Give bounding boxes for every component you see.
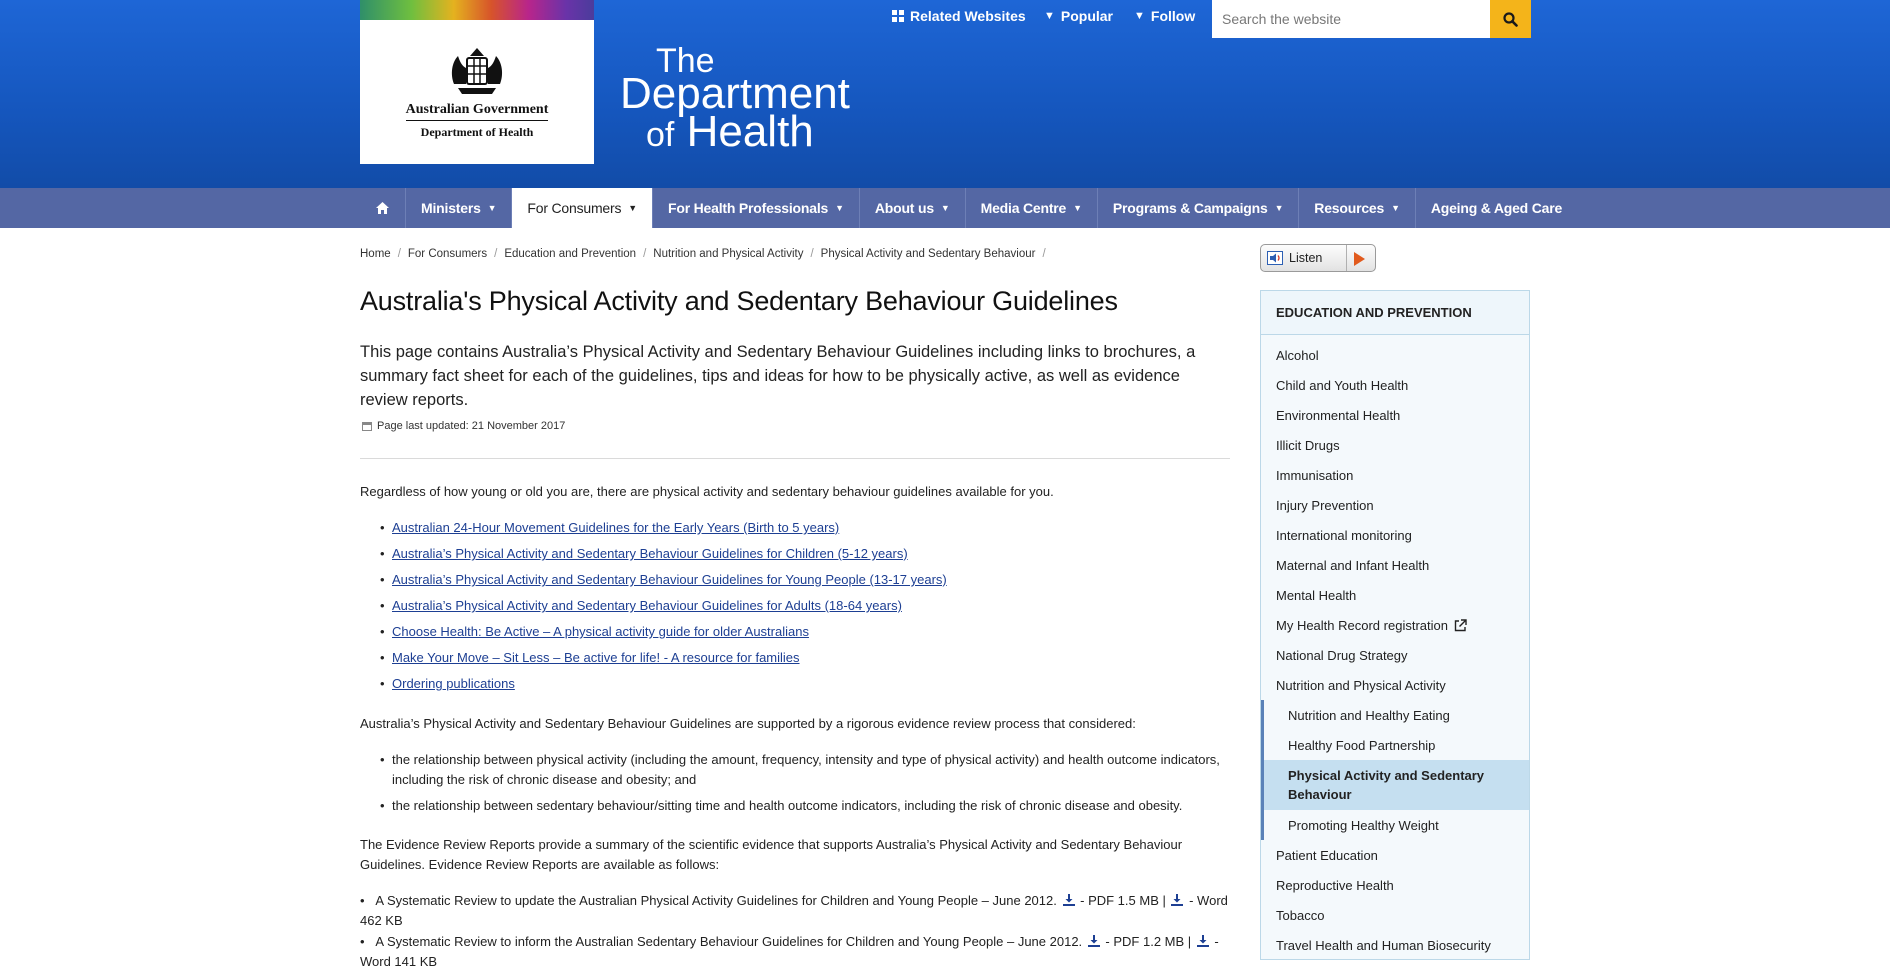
sidebar-item-label: My Health Record registration <box>1276 617 1448 633</box>
list-item <box>380 544 947 570</box>
nav-ministers[interactable] <box>406 188 512 228</box>
download-word-link[interactable] <box>1195 934 1211 949</box>
sidebar-item-international-monitoring[interactable]: International monitoring <box>1276 527 1412 543</box>
nav-health-professionals[interactable] <box>653 188 860 228</box>
page-title: Australia's Physical Activity and Sedentary Behaviour Guidelines <box>360 286 1118 316</box>
site-title-line-2: Department <box>620 69 850 118</box>
sidebar-item-reproductive-health[interactable]: Reproductive Health <box>1276 877 1394 893</box>
link-young-people[interactable]: Australia’s Physical Activity and Sedentary Behaviour Guidelines for Young People (13-17 years) <box>392 572 947 587</box>
sidebar-item-child-youth-health[interactable]: Child and Youth Health <box>1276 377 1409 393</box>
breadcrumb-current[interactable]: Physical Activity and Sedentary Behaviour <box>820 248 1036 260</box>
speaker-icon <box>1267 251 1283 265</box>
nav-resources[interactable] <box>1299 188 1416 228</box>
breadcrumb-nutrition-activity[interactable]: Nutrition and Physical Activity <box>653 248 804 260</box>
related-websites-link[interactable] <box>892 8 1026 24</box>
report-row: • A Systematic Review to update the Australian Physical Activity Guidelines for Children and Young People – June 2012. - PDF 1.5 MB | - Word 462 KB <box>360 893 1228 928</box>
download-pdf-link[interactable] <box>1061 893 1077 908</box>
word-size: - Word 141 KB <box>360 934 1219 969</box>
download-icon <box>1088 935 1100 947</box>
report-title: A Systematic Review to inform the Australian Sedentary Behaviour Guidelines for Children and Young People – June 2012. <box>375 934 1083 949</box>
download-icon <box>1063 894 1075 906</box>
download-icon <box>1171 894 1183 906</box>
nav-programs-label: Programs & Campaigns <box>1112 200 1268 216</box>
logo-line-1: Australian Government <box>405 102 549 117</box>
site-header <box>0 0 1890 188</box>
report-title: A Systematic Review to update the Australian Physical Activity Guidelines for Children and Young People – June 2012. <box>375 893 1057 908</box>
page-updated <box>362 420 565 432</box>
page-updated-text: Page last updated: 21 November 2017 <box>377 420 566 432</box>
grid-icon <box>892 10 904 22</box>
list-item <box>380 622 947 648</box>
sidebar-item-environmental-health[interactable]: Environmental Health <box>1276 407 1401 423</box>
sidebar-item-alcohol[interactable]: Alcohol <box>1276 347 1319 363</box>
sidebar-item-travel-health[interactable]: Travel Health and Human Biosecurity <box>1276 937 1491 953</box>
caret-down-icon: ▼ <box>628 203 637 213</box>
link-older-australians[interactable]: Choose Health: Be Active – A physical activity guide for older Australians <box>392 624 809 639</box>
paragraph-guidelines-intro: Regardless of how young or old you are, there are physical activity and sedentary behaviour guidelines available for you. <box>360 484 1054 499</box>
follow-dropdown[interactable] <box>1134 8 1195 24</box>
logo-rule <box>406 120 548 121</box>
breadcrumb-education-prevention[interactable]: Education and Prevention <box>504 248 637 260</box>
sidebar-item-mental-health[interactable]: Mental Health <box>1276 587 1357 603</box>
search-box <box>1212 0 1490 38</box>
list-item <box>380 596 947 622</box>
play-icon <box>1354 252 1365 266</box>
listen-button[interactable] <box>1260 244 1376 272</box>
link-ordering-publications[interactable]: Ordering publications <box>392 676 515 691</box>
nav-programs-campaigns[interactable] <box>1098 188 1299 228</box>
nav-consumers-label: For Consumers <box>527 200 622 216</box>
breadcrumb <box>360 248 1053 260</box>
caret-down-icon: ▼ <box>835 203 844 213</box>
paragraph-evidence-reports: The Evidence Review Reports provide a summary of the scientific evidence that supports Australia’s Physical Activity and Sedentary Behaviour Guidelines. Evidence Review Reports are available as follows: <box>360 837 1183 872</box>
report-row: • A Systematic Review to inform the Australian Sedentary Behaviour Guidelines for Children and Young People – June 2012. - PDF 1.2 MB | - Word 141 KB <box>360 934 1219 969</box>
follow-label: Follow <box>1150 8 1196 24</box>
list-item <box>380 518 947 544</box>
evidence-bullets <box>380 750 1220 822</box>
bullet-dot: • <box>380 752 385 767</box>
sidebar-item-promoting-healthy-weight[interactable]: Promoting Healthy Weight <box>1261 810 1529 840</box>
download-pdf-link[interactable] <box>1086 934 1102 949</box>
sidebar-item-illicit-drugs[interactable]: Illicit Drugs <box>1276 437 1340 453</box>
listen-label: Listen <box>1289 251 1323 265</box>
breadcrumb-separator: / <box>643 248 647 260</box>
nav-about-label: About us <box>874 200 934 216</box>
caret-down-icon: ▼ <box>1044 10 1055 22</box>
nav-media-centre[interactable] <box>966 188 1098 228</box>
breadcrumb-separator: / <box>397 248 401 260</box>
popular-label: Popular <box>1060 8 1114 24</box>
external-link-icon <box>1454 619 1467 632</box>
nav-professionals-label: For Health Professionals <box>667 200 829 216</box>
list-item <box>380 674 947 700</box>
section-sidebar <box>1260 290 1530 960</box>
bullet-dot: • <box>380 798 385 813</box>
caret-down-icon: ▼ <box>940 203 950 213</box>
popular-dropdown[interactable] <box>1044 8 1113 24</box>
list-item <box>380 750 1220 790</box>
sidebar-item-immunisation[interactable]: Immunisation <box>1276 467 1354 483</box>
intro-text: This page contains Australia’s Physical Activity and Sedentary Behaviour Guidelines including links to brochures, a summary fact sheet for each of the guidelines, tips and ideas for how to be physically active, as well as evidence review reports. <box>360 343 1196 409</box>
pdf-size: - PDF 1.2 MB | <box>1105 934 1192 949</box>
site-title-of: of <box>646 116 675 154</box>
nav-ministers-label: Ministers <box>421 200 481 216</box>
list-item <box>380 570 947 596</box>
link-adults[interactable]: Australia’s Physical Activity and Sedentary Behaviour Guidelines for Adults (18-64 years) <box>392 598 902 613</box>
sidebar-item-patient-education[interactable]: Patient Education <box>1276 847 1378 863</box>
caret-down-icon: ▼ <box>1391 203 1400 213</box>
coat-of-arms-icon <box>446 44 508 96</box>
sidebar-item-nutrition-physical-activity[interactable]: Nutrition and Physical Activity <box>1276 677 1446 693</box>
search-button[interactable] <box>1490 0 1531 38</box>
site-title-line-1: The <box>656 42 715 80</box>
search-icon <box>1503 12 1518 27</box>
list-item <box>380 796 1220 816</box>
caret-down-icon: ▼ <box>487 203 497 213</box>
nav-home[interactable] <box>360 188 406 228</box>
pdf-size: - PDF 1.5 MB | <box>1080 893 1166 908</box>
site-title-health: Health <box>686 107 814 156</box>
logo-line-2: Department of Health <box>420 125 534 139</box>
breadcrumb-separator: / <box>494 248 498 260</box>
sidebar-title: EDUCATION AND PREVENTION <box>1261 291 1529 335</box>
sidebar-item-tobacco[interactable]: Tobacco <box>1276 907 1325 923</box>
sidebar-item-injury-prevention[interactable]: Injury Prevention <box>1276 497 1374 513</box>
link-early-years[interactable]: Australian 24-Hour Movement Guidelines for the Early Years (Birth to 5 years) <box>392 520 840 535</box>
sidebar-item-national-drug-strategy[interactable]: National Drug Strategy <box>1276 647 1408 663</box>
sidebar-item-maternal-infant-health[interactable]: Maternal and Infant Health <box>1276 557 1430 573</box>
download-icon <box>1197 935 1209 947</box>
main-navigation <box>0 188 1890 228</box>
government-logo[interactable] <box>360 0 594 164</box>
link-families[interactable]: Make Your Move – Sit Less – Be active for life! - A resource for families <box>392 650 800 665</box>
related-websites-label: Related Websites <box>910 8 1026 24</box>
evidence-reports-list <box>360 891 1240 973</box>
paragraph-evidence-process: Australia’s Physical Activity and Sedentary Behaviour Guidelines are supported by a rigorous evidence review process that considered: <box>360 716 1136 731</box>
nav-for-consumers[interactable] <box>512 188 653 228</box>
sidebar-item-healthy-food-partnership[interactable]: Healthy Food Partnership <box>1261 730 1529 760</box>
search-input[interactable] <box>1212 0 1490 38</box>
nav-media-label: Media Centre <box>980 200 1067 216</box>
caret-down-icon: ▼ <box>1134 10 1145 22</box>
download-word-link[interactable] <box>1169 893 1185 908</box>
bullet-text: the relationship between physical activity (including the amount, frequency, intensity and type of physical activity) and health outcome indicators, including the risk of chronic disease and obesity; and <box>392 752 1220 787</box>
breadcrumb-separator: / <box>1042 248 1046 260</box>
word-size: - Word 462 KB <box>360 893 1228 928</box>
sidebar-list <box>1261 335 1529 960</box>
caret-down-icon: ▼ <box>1073 203 1082 213</box>
logo-color-strip <box>360 0 594 20</box>
nav-ageing-label: Ageing & Aged Care <box>1430 200 1563 216</box>
guideline-links-list <box>380 518 947 700</box>
breadcrumb-home[interactable]: Home <box>360 248 391 260</box>
sidebar-item-nutrition-healthy-eating[interactable]: Nutrition and Healthy Eating <box>1261 700 1529 730</box>
breadcrumb-for-consumers[interactable]: For Consumers <box>407 248 488 260</box>
sidebar-item-my-health-record[interactable] <box>1261 610 1529 640</box>
caret-down-icon: ▼ <box>1274 203 1284 213</box>
calendar-icon <box>362 421 372 431</box>
breadcrumb-separator: / <box>810 248 814 260</box>
listen-divider <box>1346 245 1347 271</box>
content-divider <box>360 458 1230 459</box>
sidebar-item-physical-activity-sedentary[interactable]: Physical Activity and Sedentary Behaviour <box>1261 760 1529 810</box>
nav-resources-label: Resources <box>1314 200 1385 216</box>
home-icon <box>376 202 389 214</box>
nav-about-us[interactable] <box>860 188 966 228</box>
nav-ageing-aged-care[interactable] <box>1416 188 1577 228</box>
site-title-line-3 <box>646 107 814 156</box>
list-item <box>380 648 947 674</box>
bullet-text: the relationship between sedentary behaviour/sitting time and health outcome indicators, including the risk of chronic disease and obesity. <box>392 798 1183 813</box>
link-children[interactable]: Australia’s Physical Activity and Sedentary Behaviour Guidelines for Children (5-12 years) <box>392 546 908 561</box>
